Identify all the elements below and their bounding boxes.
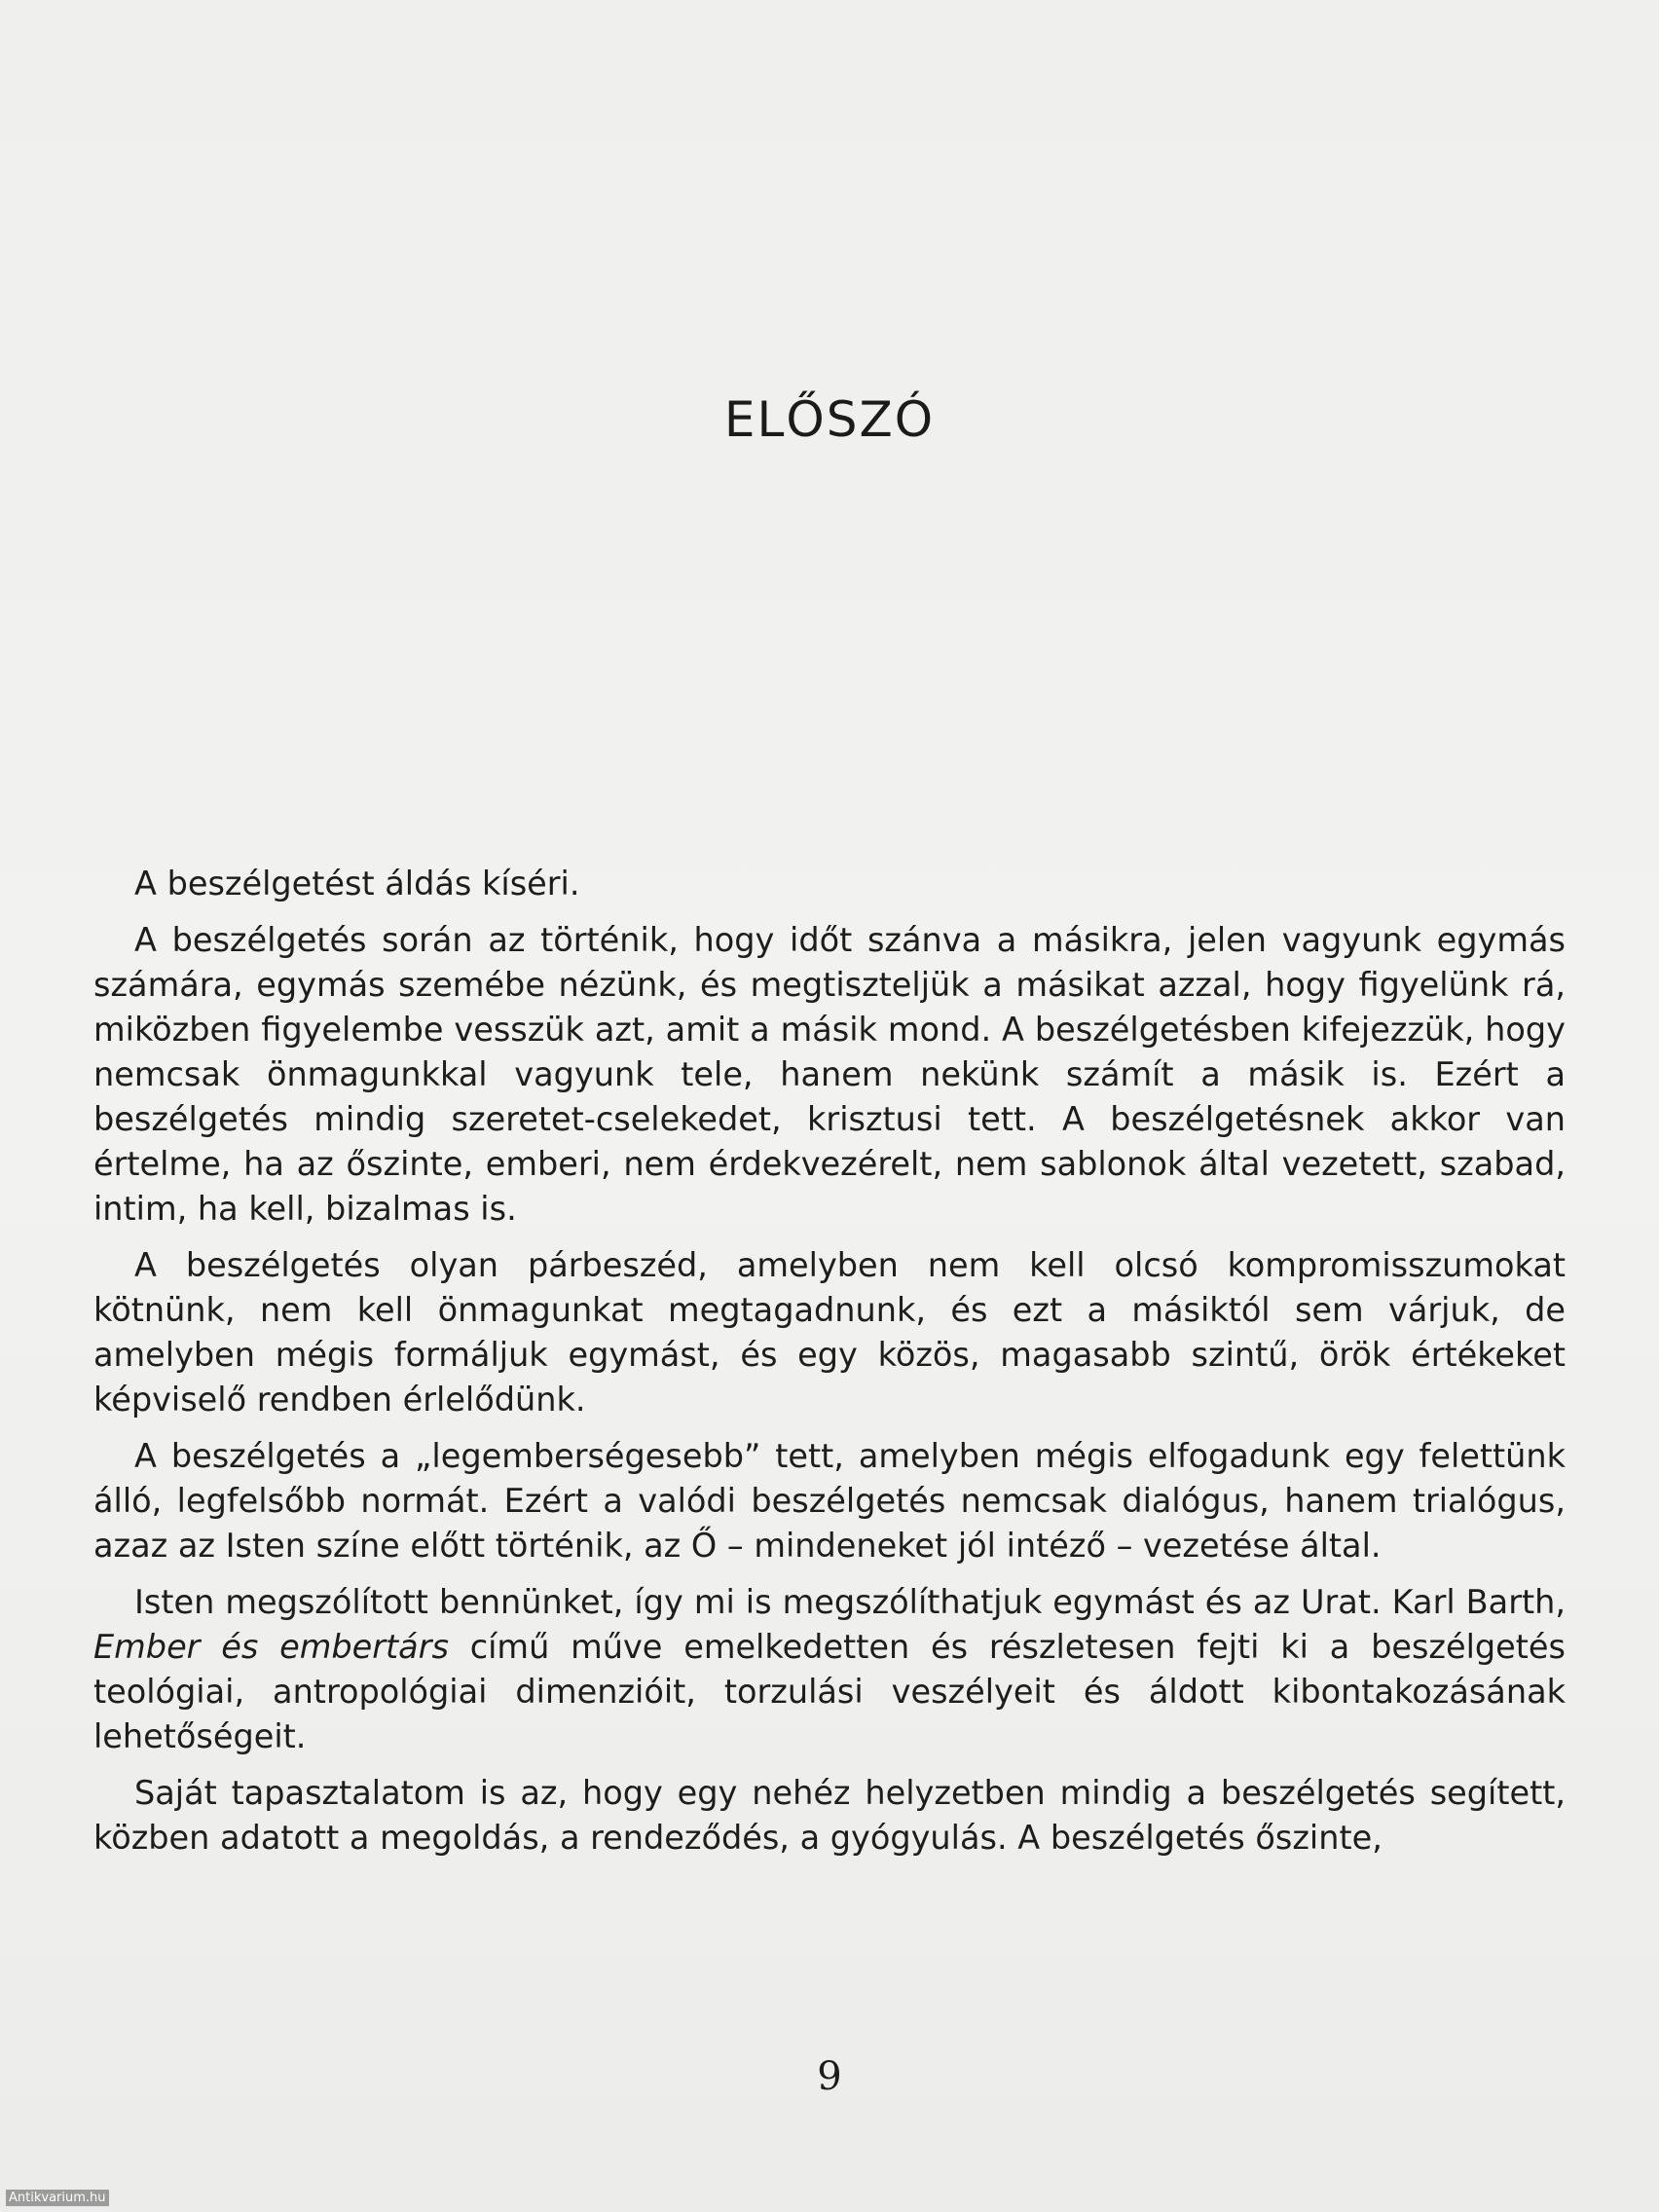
watermark: Antikvarium.hu <box>6 2190 109 2206</box>
paragraph-4: A beszélgetés a „legemberségesebb” tett, amelyben mégis elfogadunk egy felettünk álló, legfelsőbb normát. Ezért a valódi beszélgetés nemcsak dialógus, hanem trialógus, azaz az Isten színe előtt történik, az Ő – mindeneket jól intéző – vezetése által. <box>93 1437 1566 1565</box>
page-number: 9 <box>817 2054 842 2099</box>
paragraph-3: A beszélgetés olyan párbeszéd, amelyben nem kell olcsó kompromisszumokat kötnünk, nem kell önmagunkat megtagadnunk, és ezt a másiktól sem várjuk, de amelyben mégis formáljuk egymást, és egy közös, magasabb szintű, örök értékeket képviselő rendben érlelődünk. <box>93 1246 1566 1419</box>
page-title: ELŐSZÓ <box>723 391 936 448</box>
paragraph-5-end: című műve emelkedetten és részletesen fejti ki a beszélgetés teológiai, antropológiai dimenzióit, torzulási veszélyeit és áldott kibontakozásának lehetőségeit. <box>93 1628 1566 1755</box>
body-text <box>93 862 1566 1872</box>
paragraph-5 <box>93 1580 1566 1759</box>
paragraph-5-start: Isten megszólított bennünket, így mi is megszólíthatjuk egymást és az Urat. Karl Barth, <box>134 1583 1566 1621</box>
book-title: Ember és embertárs <box>93 1628 449 1666</box>
paragraph-2: A beszélgetés során az történik, hogy időt szánva a másikra, jelen vagyunk egymás számára, egymás szemébe nézünk, és megtiszteljük a másikat azzal, hogy figyelünk rá, miközben figyelembe vesszük azt, amit a másik mond. A beszélgetésben kifejezzük, hogy nemcsak önmagunkkal vagyunk tele, hanem nekünk számít a másik is. Ezért a beszélgetés mindig szeretet-cselekedet, krisztusi tett. A beszélgetésnek akkor van értelme, ha az őszinte, emberi, nem érdekvezérelt, nem sablonok által vezetett, szabad, intim, ha kell, bizalmas is. <box>93 921 1566 1228</box>
paragraph-6: Saját tapasztalatom is az, hogy egy nehéz helyzetben mindig a beszélgetés segített, közben adatott a megoldás, a rendeződés, a gyógyulás. A beszélgetés őszinte, <box>93 1774 1566 1857</box>
paragraph-1: A beszélgetést áldás kíséri. <box>134 865 580 903</box>
